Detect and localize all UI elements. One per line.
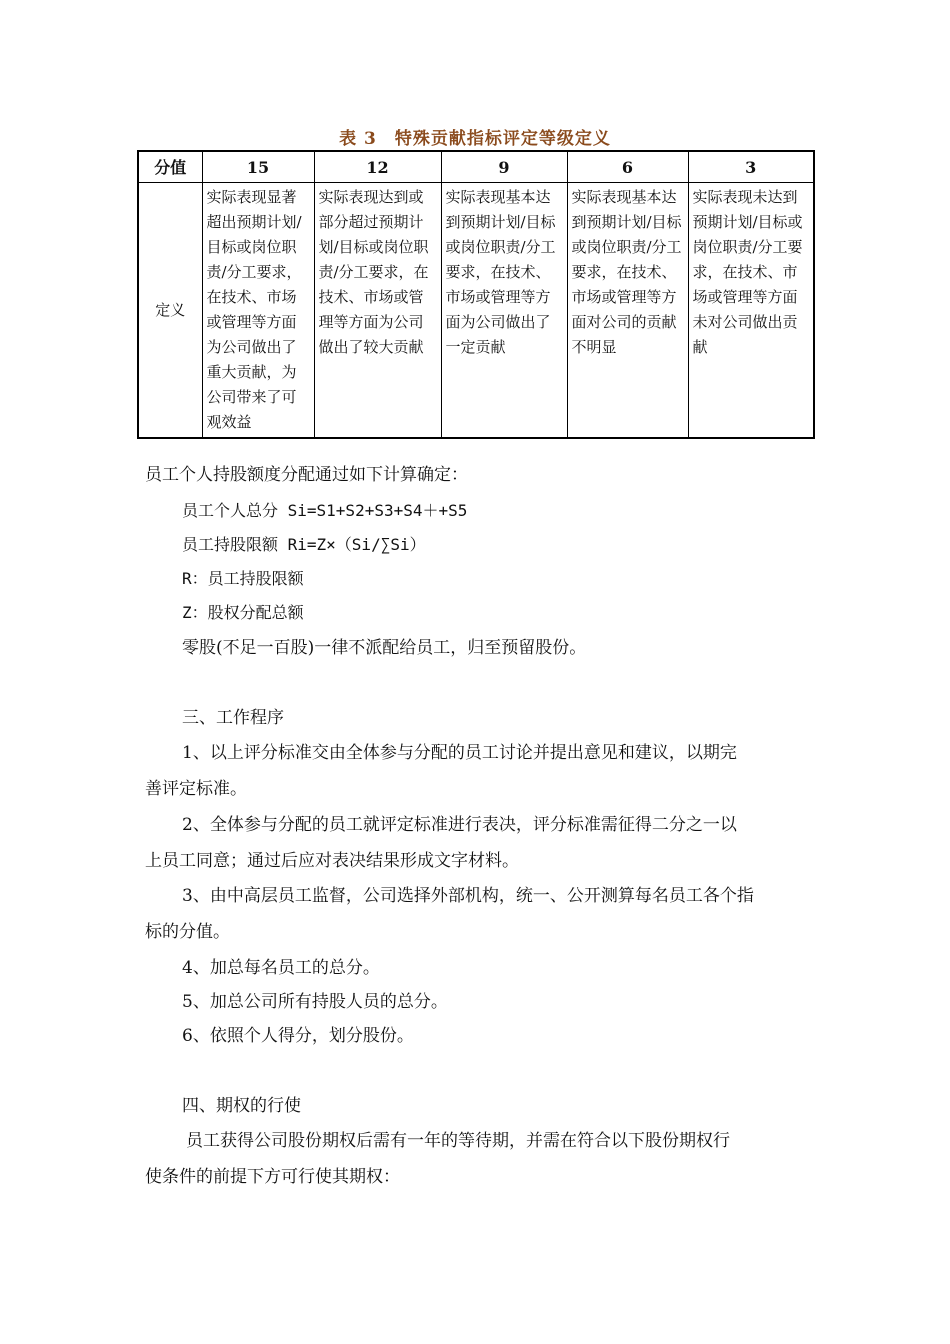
definition-z: Z：股权分配总额 (182, 603, 304, 622)
definition-r: R：员工持股限额 (182, 569, 304, 588)
formula-share-limit: 员工持股限额 Ri=Z×（Si/∑Si） (182, 535, 426, 554)
allocation-intro: 员工个人持股额度分配通过如下计算确定： (145, 465, 468, 485)
definition-12: 实际表现达到或部分超过预期计划/目标或岗位职责/分工要求，在技术、市场或管理等方面为公司做出了较大贡献 (314, 183, 441, 439)
procedure-step-2: 2、全体参与分配的员工就评定标准进行表决，评分标准需征得二分之一以 (182, 815, 737, 835)
option-exercise-paragraph: 员工获得公司股份期权后需有一年的等待期，并需在符合以下股份期权行 (186, 1131, 730, 1151)
grade-definition-table (137, 150, 815, 439)
section-4-title: 四、期权的行使 (182, 1096, 301, 1116)
definition-6: 实际表现基本达到预期计划/目标或岗位职责/分工要求，在技术、市场或管理等方面对公司的贡献不明显 (567, 183, 688, 439)
header-score-15: 15 (202, 151, 314, 183)
header-score-6: 6 (567, 151, 688, 183)
header-score-12: 12 (314, 151, 441, 183)
procedure-step-3-cont: 标的分值。 (145, 922, 230, 942)
procedure-step-1: 1、以上评分标准交由全体参与分配的员工讨论并提出意见和建议，以期完 (182, 743, 737, 763)
procedure-step-4: 4、加总每名员工的总分。 (182, 958, 380, 978)
table-row (138, 183, 814, 439)
header-score-3: 3 (688, 151, 814, 183)
header-score-9: 9 (441, 151, 567, 183)
table-header-row (138, 151, 814, 183)
odd-lot-rule: 零股(不足一百股)一律不派配给员工，归至预留股份。 (182, 638, 587, 658)
option-exercise-paragraph-cont: 使条件的前提下方可行使其期权： (145, 1167, 400, 1187)
section-3-title: 三、工作程序 (182, 708, 284, 728)
definition-9: 实际表现基本达到预期计划/目标或岗位职责/分工要求，在技术、市场或管理等方面为公司做出了一定贡献 (441, 183, 567, 439)
formula-total-score: 员工个人总分 Si=S1+S2+S3+S4＋+S5 (182, 501, 468, 520)
procedure-step-5: 5、加总公司所有持股人员的总分。 (182, 992, 448, 1012)
header-score-label: 分值 (138, 151, 202, 183)
definition-15: 实际表现显著超出预期计划/目标或岗位职责/分工要求，在技术、市场或管理等方面为公司做出了重大贡献，为公司带来了可观效益 (202, 183, 314, 439)
procedure-step-3: 3、由中高层员工监督，公司选择外部机构，统一、公开测算每名员工各个指 (182, 886, 754, 906)
table-caption: 表 3 特殊贡献指标评定等级定义 (339, 129, 611, 149)
procedure-step-6: 6、依照个人得分，划分股份。 (182, 1026, 414, 1046)
procedure-step-1-cont: 善评定标准。 (145, 779, 247, 799)
definition-3: 实际表现未达到预期计划/目标或岗位职责/分工要求，在技术、市场或管理等方面未对公司做出贡献 (688, 183, 814, 439)
row-label-definition: 定义 (138, 183, 202, 439)
procedure-step-2-cont: 上员工同意；通过后应对表决结果形成文字材料。 (145, 851, 519, 871)
